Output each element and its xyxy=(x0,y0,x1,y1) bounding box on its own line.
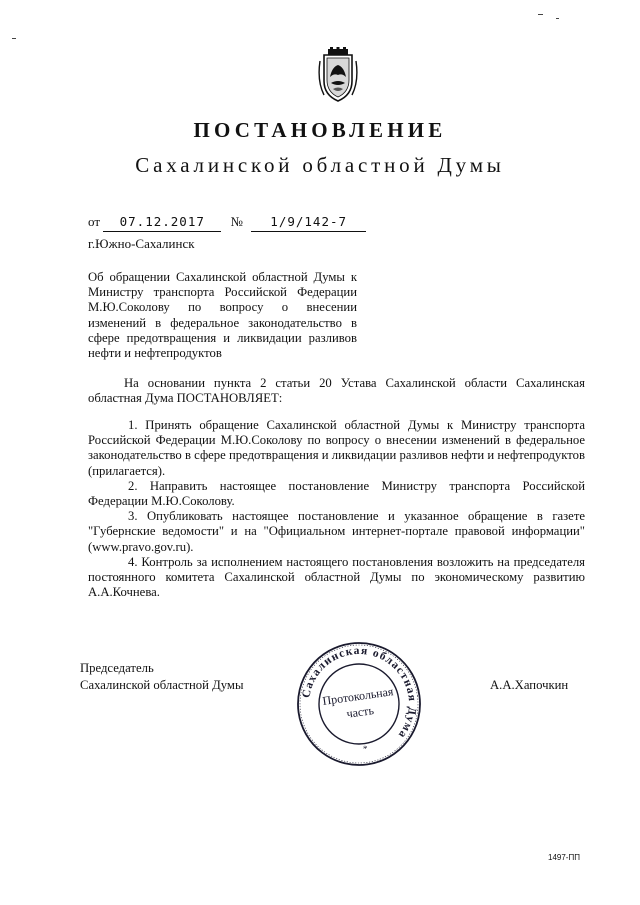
stamp-center-line1: Протокольная xyxy=(321,684,395,708)
number-value: 1/9/142-7 xyxy=(251,215,366,232)
stamp-ring-text: Сахалинская областная Дума xyxy=(300,644,419,742)
chairman-name: А.А.Хапочкин xyxy=(490,678,569,692)
date-number-line xyxy=(88,214,366,232)
resolution-items xyxy=(88,418,585,600)
document-title: ПОСТАНОВЛЕНИЕ xyxy=(193,118,447,142)
list-item: 2. Направить настоящее постановление Министру транспорта Российской Федерации М.Ю.Соколову. xyxy=(88,478,585,509)
date-value: 07.12.2017 xyxy=(103,215,221,232)
stamp-center-line2: часть xyxy=(345,703,375,721)
list-item: 3. Опубликовать настоящее постановление и указанное обращение в газете "Губернские ведомости" и на "Официальном интернет-портале правовой информации" (www.pravo.gov.ru). xyxy=(88,509,585,554)
chairman-title: Председатель Сахалинской областной Думы xyxy=(80,661,244,692)
sakhalin-coat-of-arms-icon xyxy=(318,47,358,105)
subject-heading: Об обращении Сахалинской областной Думы к Министру транспорта Российской Федерации М.Ю.Соколову по вопросу о внесении изменений в федеральное законодательство в сфере предотвращения и ликвидации разливов нефти и нефтепродуктов xyxy=(88,270,357,361)
document-code: 1497-ПП xyxy=(548,853,580,862)
document-subtitle: Сахалинской областной Думы xyxy=(135,153,505,177)
list-item: 1. Принять обращение Сахалинской областной Думы к Министру транспорта Российской Федерации М.Ю.Соколову по вопросу о внесении изменений в федеральное законодательство в сфере предотвращения и ликвидации разливов нефти и нефтепродуктов (прилагается). xyxy=(88,418,585,478)
city: г.Южно-Сахалинск xyxy=(88,236,195,251)
stamp-seal-icon xyxy=(295,640,423,768)
list-item: 4. Контроль за исполнением настоящего постановления возложить на председателя постоянного комитета Сахалинской областной Думы по экономическому развитию А.А.Кочнева. xyxy=(88,554,585,600)
svg-text:*: * xyxy=(362,743,369,754)
date-prefix: от xyxy=(88,214,101,229)
preamble-text: На основании пункта 2 статьи 20 Устава Сахалинской области Сахалинская областная Дума ПОСТАНОВЛЯЕТ: xyxy=(88,376,585,406)
number-prefix: № xyxy=(230,214,243,229)
preamble xyxy=(88,376,585,406)
